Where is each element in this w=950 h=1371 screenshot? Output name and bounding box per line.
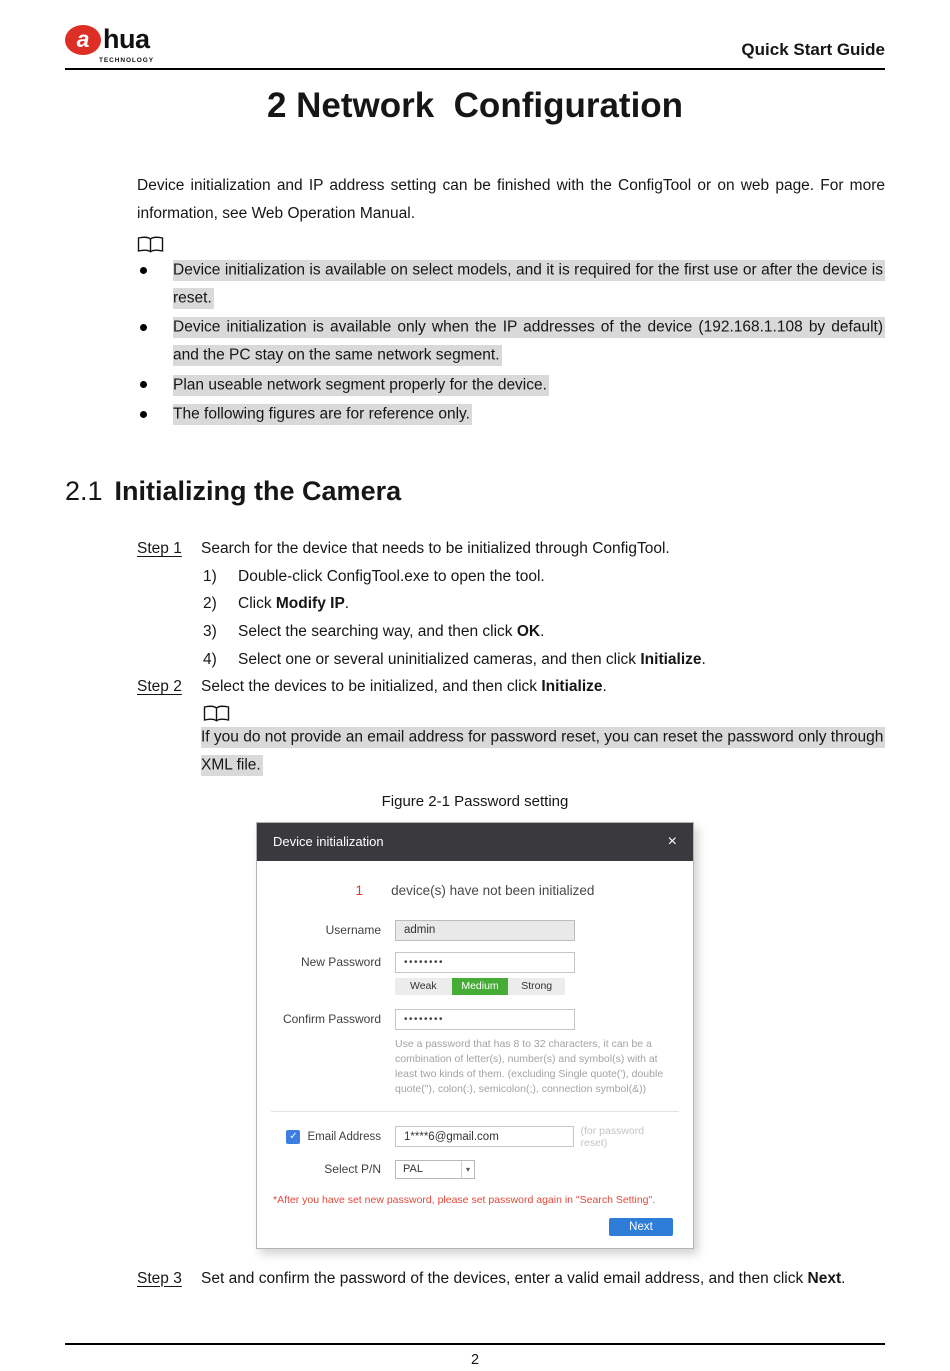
section-number: 2.1: [65, 476, 103, 507]
step-3-text-post: .: [841, 1269, 846, 1287]
username-row: [277, 920, 673, 941]
strength-weak: Weak: [410, 979, 437, 992]
steps-block: [137, 535, 885, 779]
substep-text: [238, 618, 885, 646]
chapter-title: 2 Network Configuration: [266, 86, 684, 125]
substep-number: 1): [203, 567, 217, 585]
dialog-titlebar: [257, 823, 693, 861]
step-2: [137, 673, 885, 701]
strength-medium: Medium: [452, 978, 509, 995]
note-text: Device initialization is available only when the IP addresses of the device (192.168.1.108 by default) and the PC stay on the same network segment.: [173, 317, 885, 366]
footer-rule: [65, 1343, 885, 1345]
step-2-text-bold: Initialize: [541, 678, 603, 696]
email-checkbox[interactable]: ✓: [286, 1130, 300, 1144]
substep-2: [203, 590, 885, 618]
note-item: [137, 371, 885, 399]
dialog-body: [257, 861, 693, 1248]
device-initialization-dialog: [256, 822, 694, 1249]
substep-text-bold: Modify IP: [275, 595, 345, 613]
pn-label: Select P/N: [324, 1162, 381, 1176]
substep-text-pre: Double-click ConfigTool.exe to open the tool.: [238, 567, 545, 585]
step-3-text: [201, 1265, 885, 1293]
substep-text-bold: Initialize: [640, 650, 702, 668]
email-row: [277, 1125, 673, 1149]
doc-title: Quick Start Guide: [741, 40, 885, 59]
pn-row: [277, 1160, 673, 1179]
step-3: [137, 1265, 885, 1293]
step-3-label-text: Step 3: [137, 1269, 182, 1287]
uninitialized-count-text: device(s) have not been initialized: [391, 882, 595, 898]
step-2-text: [201, 673, 885, 701]
substep-text-post: .: [540, 622, 545, 640]
substep-4: [203, 646, 885, 674]
page-number: 2: [470, 1352, 480, 1368]
email-note-text: If you do not provide an email address for password reset, you can reset the password only through XML file.: [201, 727, 885, 776]
header-rule: [65, 68, 885, 70]
note-text: Plan useable network segment properly for the device.: [173, 375, 549, 396]
step-3-text-pre: Set and confirm the password of the devices, enter a valid email address, and then click: [201, 1269, 808, 1287]
substep-3: [203, 618, 885, 646]
confirm-password-row: [277, 1009, 673, 1030]
note-text: The following figures are for reference only.: [173, 404, 472, 425]
username-input[interactable]: [395, 920, 575, 941]
substep-text-post: .: [344, 595, 350, 613]
pn-select[interactable]: [395, 1160, 475, 1179]
substep-text: [238, 590, 885, 618]
step-2-text-post: .: [602, 678, 607, 696]
note-book-icon: [137, 236, 950, 253]
password-strength-meter: [395, 978, 565, 995]
strength-strong: Strong: [521, 979, 553, 992]
substep-text-bold: OK: [516, 622, 541, 640]
step-2-text-pre: Select the devices to be initialized, and then click: [201, 678, 542, 696]
logo-text: hua: [103, 24, 150, 54]
email-input[interactable]: [395, 1126, 574, 1147]
logo-tagline: TECHNOLOGY: [99, 57, 154, 64]
email-hint: (for password reset): [580, 1124, 645, 1149]
figure-caption: Figure 2-1 Password setting: [381, 792, 569, 810]
notes-list: [137, 257, 885, 428]
substep-text-pre: Select one or several uninitialized cameras, and then click: [238, 650, 641, 668]
note-book-icon: [203, 705, 885, 722]
note-item: [137, 314, 885, 369]
substep-number: 2): [203, 595, 217, 613]
email-label: Email Address: [307, 1130, 381, 1143]
confirm-password-input[interactable]: [395, 1009, 575, 1030]
note-item: [137, 257, 885, 312]
step-1: [137, 535, 885, 563]
substep-number: 4): [203, 650, 217, 668]
step-1-label: [137, 535, 201, 563]
substep-text-pre: Select the searching way, and then click: [238, 622, 517, 640]
email-label-col: [277, 1130, 395, 1144]
substep-text-post: .: [701, 650, 706, 668]
chevron-down-icon: ▾: [461, 1161, 474, 1178]
dahua-logo-icon: a: [65, 25, 101, 55]
step-2-label-text: Step 2: [137, 678, 182, 696]
intro-paragraph: Device initialization and IP address setting can be finished with the ConfigTool or on web page. For more information, see Web Operation Manual.: [137, 177, 885, 222]
open-book-icon: [203, 705, 230, 722]
substep-text: [238, 563, 885, 591]
confirm-password-label: Confirm Password: [282, 1012, 381, 1027]
step-3-label: [137, 1265, 201, 1293]
username-label: Username: [325, 923, 381, 938]
step-1-text: Search for the device that needs to be initialized through ConfigTool.: [201, 540, 670, 558]
section-title: Initializing the Camera: [114, 476, 402, 507]
section-heading: [65, 476, 885, 507]
email-note: [201, 724, 885, 779]
substep-text-pre: Click: [238, 595, 276, 613]
uninitialized-count-line: [277, 883, 673, 898]
step-2-label: [137, 673, 201, 701]
uninitialized-count: 1: [355, 882, 364, 898]
next-button-row: [277, 1218, 673, 1236]
page-header: [0, 0, 950, 62]
substep-1: [203, 563, 885, 591]
note-item: [137, 401, 885, 429]
step-1-label-text: Step 1: [137, 540, 182, 558]
password-warning: *After you have set new password, please set password again in "Search Setting".: [273, 1193, 656, 1206]
next-button[interactable]: Next: [609, 1218, 673, 1236]
step-3-block: [137, 1265, 885, 1293]
dialog-divider: [271, 1111, 679, 1112]
note-text: Device initialization is available on select models, and it is required for the first use or after the device is reset.: [173, 260, 885, 309]
password-hint: Use a password that has 8 to 32 characters, it can be a combination of letter(s), number(s) and symbol(s) with at least two kinds of them. (excluding Single quote('), double quote("), colon(:), semicolon(;), connection symbol(&)): [395, 1037, 664, 1095]
new-password-input[interactable]: [395, 952, 575, 973]
dialog-title: Device initialization: [273, 834, 384, 850]
step-3-text-bold: Next: [807, 1269, 842, 1287]
close-icon[interactable]: ×: [667, 832, 677, 850]
substep-text: [238, 646, 885, 674]
new-password-row: [277, 952, 673, 973]
pn-selected-value: PAL: [403, 1163, 423, 1175]
substep-number: 3): [203, 622, 217, 640]
substeps-list: [203, 563, 885, 673]
new-password-label: New Password: [300, 955, 381, 970]
open-book-icon: [137, 236, 164, 253]
